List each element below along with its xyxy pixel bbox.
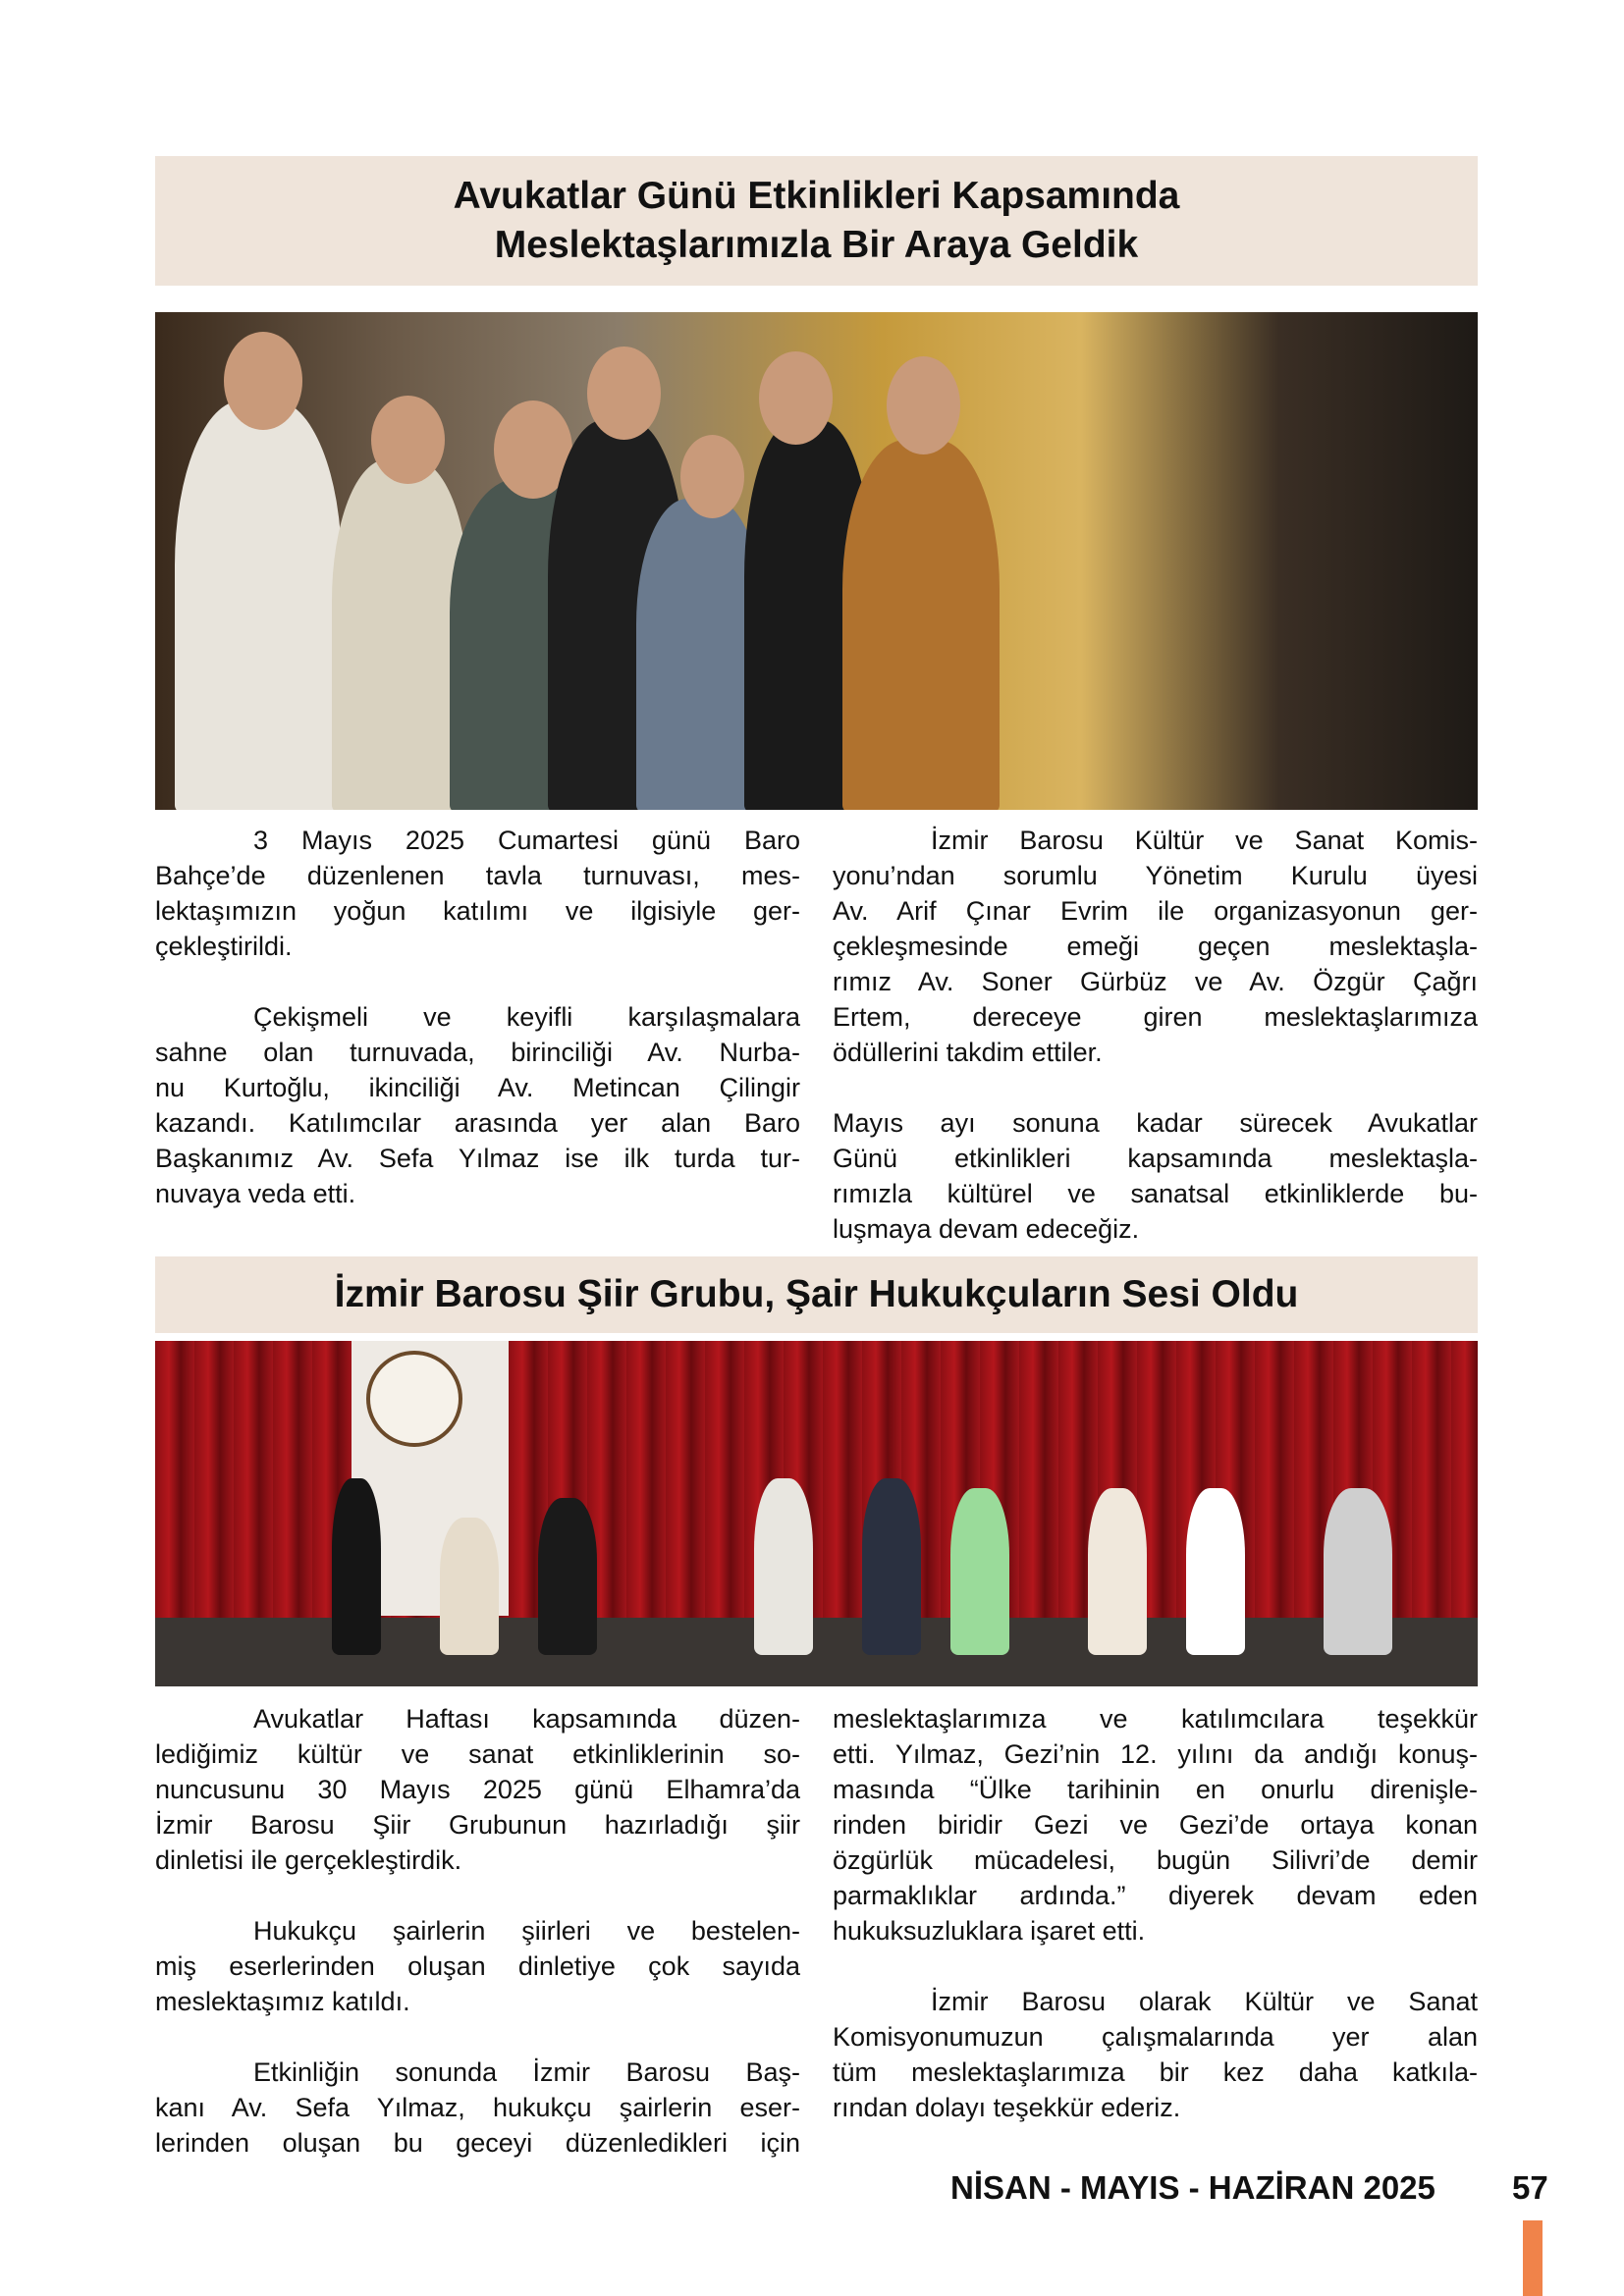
text-line: Günü etkinlikleri kapsamında meslektaşla- <box>833 1144 1478 1173</box>
article2-title: İzmir Barosu Şiir Grubu, Şair Hukukçuların Sesi Oldu <box>334 1273 1299 1315</box>
text-line: meslektaşlarımıza ve katılımcılara teşekkür <box>833 1704 1478 1734</box>
text-line: İzmir Barosu olarak Kültür ve Sanat <box>931 1987 1478 2016</box>
text-line: lektaşımızın yoğun katılımı ve ilgisiyle ger- <box>155 896 800 926</box>
text-line: çekleştirildi. <box>155 932 293 961</box>
article1-title-line: Avukatlar Günü Etkinlikleri Kapsamında <box>453 175 1180 217</box>
text-line: Mayıs ayı sonuna kadar sürecek Avukatlar <box>833 1108 1478 1138</box>
article2-right-column <box>833 1701 1478 2125</box>
text-line: nuncusunu 30 Mayıs 2025 günü Elhamra’da <box>155 1775 800 1804</box>
article1-right-column <box>833 823 1478 1247</box>
text-line: özgürlük mücadelesi, bugün Silivri’de demir <box>833 1845 1478 1875</box>
text-line: etti. Yılmaz, Gezi’nin 12. yılını da andığı konuş- <box>833 1739 1478 1769</box>
text-line: ödüllerini takdim ettiler. <box>833 1038 1103 1067</box>
text-line: çekleşmesinde emeği geçen meslektaşla- <box>833 932 1478 961</box>
text-line: yonu’ndan sorumlu Yönetim Kurulu üyesi <box>833 861 1478 890</box>
article1-left-column <box>155 823 800 1211</box>
text-line: Ertem, dereceye giren meslektaşlarımıza <box>833 1002 1478 1032</box>
text-line: nuvaya veda etti. <box>155 1179 356 1208</box>
page-number: 57 <box>1512 2169 1548 2206</box>
text-line: Çekişmeli ve keyifli karşılaşmalara <box>253 1002 800 1032</box>
accent-bar <box>1523 2220 1543 2296</box>
text-line: masında “Ülke tarihinin en onurlu direnişle- <box>833 1775 1478 1804</box>
text-line: rımız Av. Soner Gürbüz ve Av. Özgür Çağrı <box>833 967 1478 996</box>
article2-title-box <box>155 1256 1478 1333</box>
text-line: Başkanımız Av. Sefa Yılmaz ise ilk turda tur- <box>155 1144 800 1173</box>
text-line: kazandı. Katılımcılar arasında yer alan Baro <box>155 1108 800 1138</box>
text-line: dinletisi ile gerçekleştirdik. <box>155 1845 462 1875</box>
text-line: rinden biridir Gezi ve Gezi’de ortaya konan <box>833 1810 1478 1840</box>
text-line: rımızla kültürel ve sanatsal etkinliklerde bu- <box>833 1179 1478 1208</box>
poetry-recital-stage-photo <box>155 1341 1478 1686</box>
article2-left-column <box>155 1701 800 2161</box>
article1-title-box <box>155 156 1478 286</box>
text-line: İzmir Barosu Kültür ve Sanat Komis- <box>931 826 1478 855</box>
text-line: Avukatlar Haftası kapsamında düzen- <box>253 1704 800 1734</box>
text-line: meslektaşımız katıldı. <box>155 1987 410 2016</box>
text-line: sahne olan turnuvada, birinciliği Av. Nurba- <box>155 1038 800 1067</box>
text-line: hukuksuzluklara işaret etti. <box>833 1916 1146 1946</box>
text-line: Etkinliğin sonunda İzmir Barosu Baş- <box>253 2057 800 2087</box>
text-line: Av. Arif Çınar Evrim ile organizasyonun ger- <box>833 896 1478 926</box>
text-line: kanı Av. Sefa Yılmaz, hukukçu şairlerin eser- <box>155 2093 800 2122</box>
text-line: 3 Mayıs 2025 Cumartesi günü Baro <box>253 826 800 855</box>
text-line: Komisyonumuzun çalışmalarında yer alan <box>833 2022 1478 2052</box>
text-line: parmaklıklar ardında.” diyerek devam eden <box>833 1881 1478 1910</box>
text-line: rından dolayı teşekkür ederiz. <box>833 2093 1181 2122</box>
text-line: luşmaya devam edeceğiz. <box>833 1214 1140 1244</box>
text-line: Hukukçu şairlerin şiirleri ve bestelen- <box>253 1916 800 1946</box>
text-line: lerinden oluşan bu geceyi düzenledikleri için <box>155 2128 800 2158</box>
text-line: İzmir Barosu Şiir Grubunun hazırladığı şiir <box>155 1810 800 1840</box>
text-line: Bahçe’de düzenlenen tavla turnuvası, mes- <box>155 861 800 890</box>
text-line: lediğimiz kültür ve sanat etkinliklerinin so- <box>155 1739 800 1769</box>
text-line: miş eserlerinden oluşan dinletiye çok sayıda <box>155 1951 800 1981</box>
tavla-tournament-group-photo <box>155 312 1478 810</box>
article1-title-line: Meslektaşlarımızla Bir Araya Geldik <box>494 224 1139 266</box>
text-line: nu Kurtoğlu, ikinciliği Av. Metincan Çilingir <box>155 1073 800 1102</box>
issue-label: NİSAN - MAYIS - HAZİRAN 2025 <box>950 2169 1435 2206</box>
text-line: tüm meslektaşlarımıza bir kez daha katkıla- <box>833 2057 1478 2087</box>
